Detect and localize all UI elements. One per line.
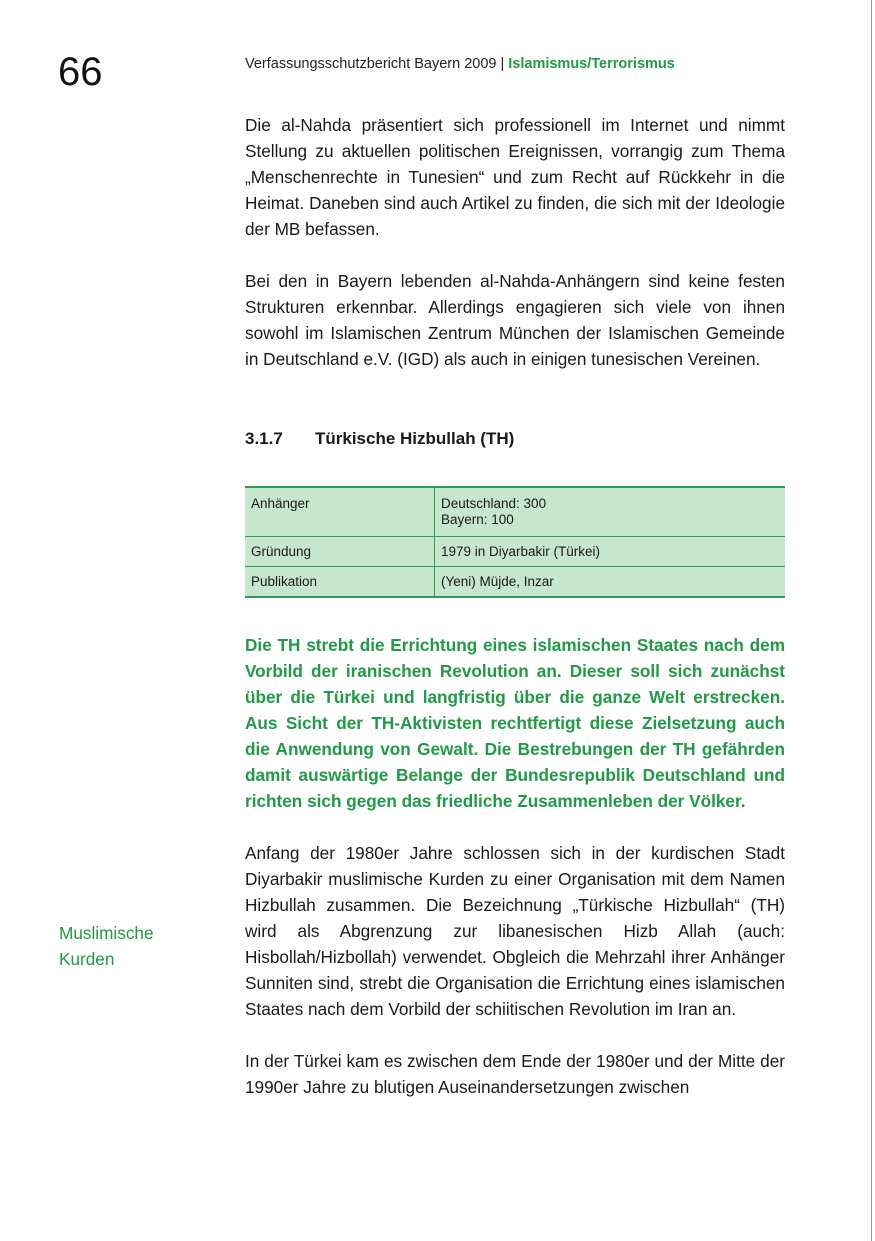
- table-label-cell: Publikation: [245, 567, 435, 598]
- section-title: Türkische Hizbullah (TH): [315, 429, 515, 448]
- table-row: [245, 537, 785, 567]
- table-value-cell: [435, 487, 786, 537]
- table-label-cell: Anhänger: [245, 487, 435, 537]
- main-text-column: [245, 112, 785, 1100]
- lead-paragraph: Die TH strebt die Errichtung eines islamischen Staates nach dem Vorbild der iranischen Revolution an. Dieser soll sich zunächst über die Türkei und langfristig über die ganze Welt erstrecken. Aus Sicht der TH-Aktivisten rechtfertigt diese Zielsetzung auch die Anwendung von Gewalt. Die Bestrebungen der TH gefährden damit auswärtige Belange der Bundesrepublik Deutschland und richten sich gegen das friedliche Zusammenleben der Völker.: [245, 635, 785, 811]
- table-value-line: Bayern: 100: [441, 512, 514, 527]
- table-row: [245, 487, 785, 537]
- facts-table: [245, 486, 785, 598]
- section-number: 3.1.7: [245, 429, 283, 448]
- section-heading: [245, 428, 785, 450]
- table-value-cell: (Yeni) Müjde, Inzar: [435, 567, 786, 598]
- running-head-section: Islamismus/Terrorismus: [508, 56, 675, 72]
- running-head-separator: |: [500, 56, 505, 72]
- running-head: [245, 55, 675, 73]
- margin-note-line: Kurden: [59, 949, 115, 969]
- body-paragraph: In der Türkei kam es zwischen dem Ende der 1980er und der Mitte der 1990er Jahre zu blutigen Auseinandersetzungen zwischen: [245, 1051, 785, 1097]
- page-number: 66: [58, 50, 103, 94]
- table-value-cell: 1979 in Diyarbakir (Türkei): [435, 537, 786, 567]
- margin-note: [59, 920, 209, 972]
- body-paragraph: Die al-Nahda präsentiert sich professionell im Internet und nimmt Stellung zu aktuellen politischen Ereignissen, vorrangig zum Thema „Menschenrechte in Tunesien“ und zum Recht auf Rückkehr in die Heimat. Daneben sind auch Artikel zu finden, die sich mit der Ideologie der MB befassen.: [245, 115, 785, 239]
- margin-note-line: Muslimische: [59, 923, 154, 943]
- table-row: [245, 567, 785, 598]
- table-value-line: Deutschland: 300: [441, 496, 547, 511]
- running-head-title: Verfassungsschutzbericht Bayern 2009: [245, 56, 497, 72]
- page-edge-rule: [871, 0, 872, 1241]
- body-paragraph: Bei den in Bayern lebenden al-Nahda-Anhängern sind keine festen Strukturen erkennbar. Allerdings engagieren sich viele von ihnen sowohl im Islamischen Zentrum München der Islamischen Gemeinde in Deutschland e.V. (IGD) als auch in einigen tunesischen Vereinen.: [245, 271, 785, 369]
- table-label-cell: Gründung: [245, 537, 435, 567]
- body-paragraph: Anfang der 1980er Jahre schlossen sich in der kurdischen Stadt Diyarbakir muslimische Kurden zu einer Organisation mit dem Namen Hizbullah zusammen. Die Bezeichnung „Türkische Hizbullah“ (TH) wird als Abgrenzung zur libanesischen Hizb Allah (auch: Hisbollah/Hizbollah) verwendet. Obgleich die Mehrzahl ihrer Anhänger Sunniten sind, strebt die Organisation die Errichtung eines islamischen Staates nach dem Vorbild der schiitischen Revolution im Iran an.: [245, 843, 785, 1019]
